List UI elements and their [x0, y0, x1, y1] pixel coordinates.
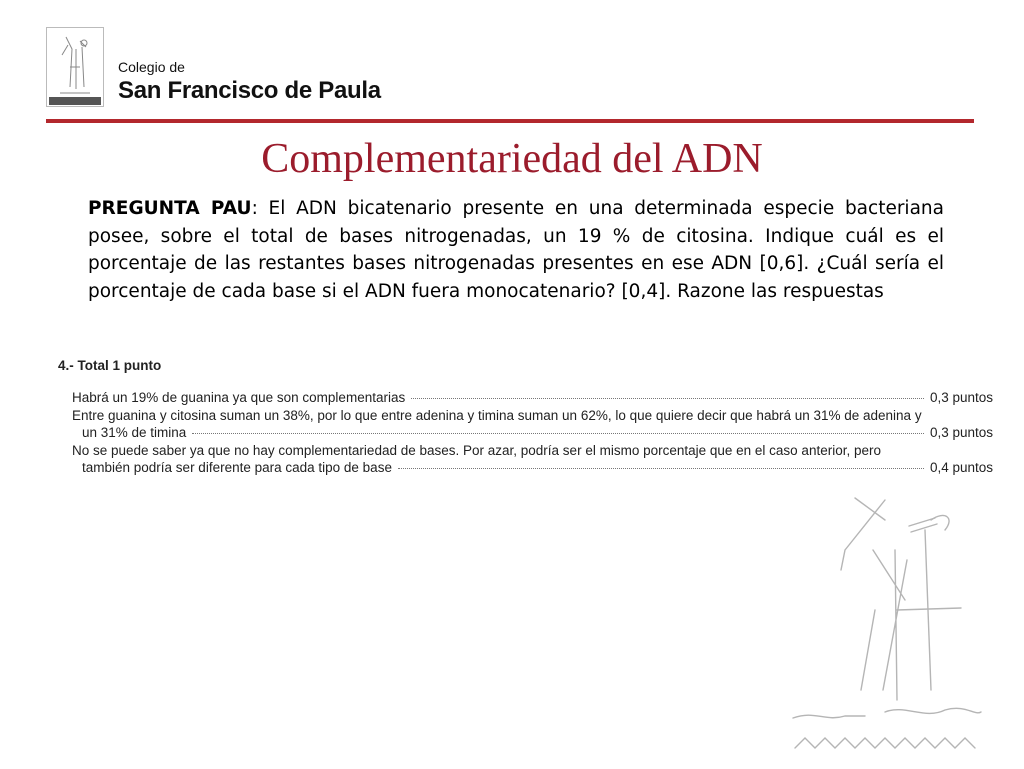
answer-line-text: Habrá un 19% de guanina ya que son complementarias [72, 390, 406, 405]
answer-line [58, 443, 993, 461]
answer-line-text: un 31% de timina [82, 425, 187, 440]
dot-leader [398, 468, 924, 469]
answer-line-text: Entre guanina y citosina suman un 38%, por lo que entre adenina y timina suman un 62%, lo que quiere decir que habrá un 31% de adenina y [72, 407, 922, 423]
answer-heading: 4.- Total 1 punto [58, 358, 162, 373]
answer-line [58, 408, 993, 426]
school-name-line2: San Francisco de Paula [118, 77, 381, 104]
answer-line [58, 425, 993, 443]
slide-title: Complementariedad del ADN [261, 136, 763, 182]
answer-line [58, 460, 993, 478]
header-divider [46, 119, 974, 123]
school-name-line1: Colegio de [118, 59, 185, 75]
answer-line [58, 390, 993, 408]
answer-points: 0,3 puntos [929, 390, 993, 405]
question-paragraph [88, 195, 944, 305]
school-name [118, 60, 381, 103]
answer-key [58, 358, 993, 478]
dot-leader [192, 433, 924, 434]
school-logo-icon [46, 27, 104, 107]
question-label: PREGUNTA PAU [88, 198, 252, 219]
answer-points: 0,3 puntos [929, 425, 993, 440]
saint-sketch-icon [785, 490, 985, 765]
answer-line-text: No se puede saber ya que no hay complementariedad de bases. Por azar, podría ser el mismo porcentaje que en el caso anterior, pero [72, 442, 881, 458]
question-text: : El ADN bicatenario presente en una determinada especie bacteriana posee, sobre el total de bases nitrogenadas, un 19 % de citosina. Indique cuál es el porcentaje de las restantes bases nitrogenadas presentes en ese ADN [0,6]. ¿Cuál sería el porcentaje de cada base si el ADN fuera monocatenario? [0,4]. Razone las respuestas [88, 198, 944, 302]
answer-points: 0,4 puntos [929, 460, 993, 475]
answer-line-text: también podría ser diferente para cada tipo de base [82, 460, 392, 475]
dot-leader [411, 398, 924, 399]
